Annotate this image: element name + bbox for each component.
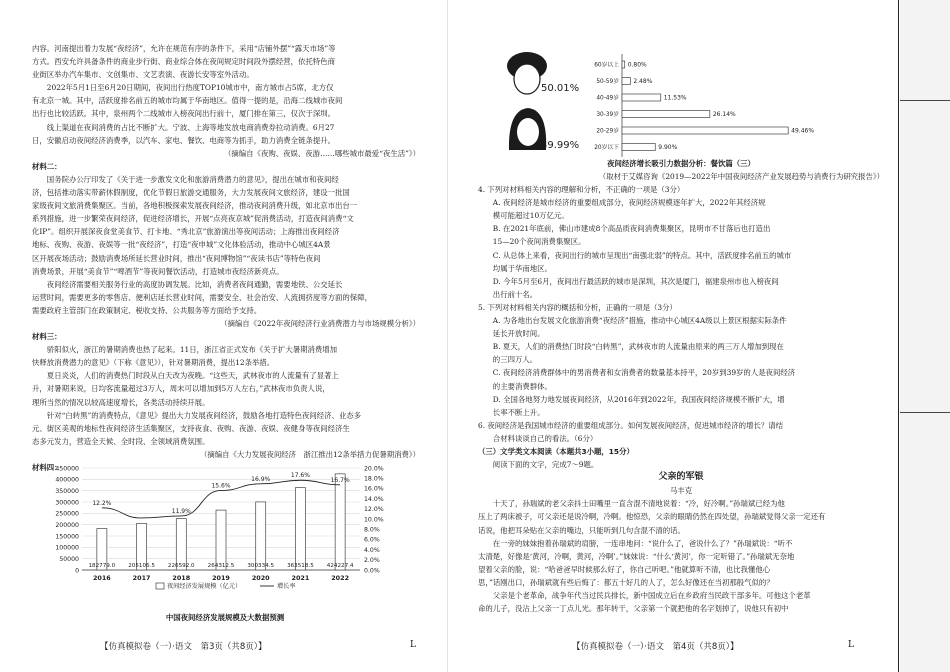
right-axis-tick: 12.0% — [364, 506, 384, 514]
age-value-label: 11.53% — [663, 94, 687, 102]
material-three-line: 骄阳似火，浙江的暑期消费也热了起来。11日，浙江省正式发布《关于扩大暑期消费增加 — [46, 345, 338, 355]
q5-option-d: 长率不断上升。 — [492, 407, 545, 417]
bar-value-label: 264312.5 — [207, 563, 235, 569]
growth-rate-label: 16.7% — [330, 476, 350, 484]
legend-line-label: 增长率 — [277, 583, 296, 590]
question-6: 合材料谈谈自己的看法。（6分） — [492, 433, 598, 443]
age-value-label: 49.46% — [791, 127, 815, 135]
intro-line: 日，安徽启动夜间经济消费季，以汽车、家电、餐饮、电商等为抓手，助力消费全链条提升。 — [32, 135, 336, 145]
story-line: 在一旁的妹妹抱着孙瑞斌的肩膀，一连串地问：“说什么了，爸说什么了？”孙瑞斌说：“听不 — [492, 538, 793, 548]
material-three-line: 夏日炎炎，人们的消费热门时段从白天改为夜晚。“这些天，武林夜市的人流量有了显著上 — [46, 371, 339, 381]
page4-text-column — [478, 170, 884, 615]
material-two-line: 国务院办公厅印发了《关于进一步激发文化和旅游消费潜力的意见》，提出在城市和夜间经 — [46, 174, 339, 184]
age-category-label: 30-39岁 — [596, 112, 619, 118]
age-category-label: 40-49岁 — [596, 95, 619, 102]
section-three-instruction: 阅读下面的文字，完成7～9题。 — [492, 460, 599, 470]
material-two-line: 济，包括推动落实带薪休假制度，优化节假日旅游交通服务，大力发展夜间文旅经济，建设一批国 — [32, 188, 350, 198]
night-economy-bar-line-chart — [38, 462, 410, 630]
question-4: 4. 下列对材料相关内容的理解和分析，不正确的一项是（3分） — [478, 185, 685, 195]
right-axis-tick: 6.0% — [364, 536, 380, 544]
bar — [256, 502, 266, 570]
q4-option-b: B. 在2021年底前，佛山市建成8个高品质夜间消费集聚区，昆明市不甘落后也打造出 — [492, 224, 771, 234]
age-category-label: 50-59岁 — [596, 79, 619, 85]
section-three-heading: （三）文学类文本阅读（本题共3小题，15分） — [478, 446, 634, 456]
page3-footer: 【仿真模拟卷（一）·语文 第3页（共8页）】 — [100, 642, 267, 652]
growth-rate-label: 16.9% — [251, 475, 271, 483]
material-two-line: 夜间经济需要相关服务行业的高度协调发展。比如，消费者夜间通勤，需要地铁、公交延长 — [46, 279, 343, 289]
age-value-label: 2.48% — [633, 78, 653, 85]
q4-option-b: 15—20个夜间消费集聚区。 — [492, 237, 586, 247]
q5-option-a: A. 为各地出台发展文化旅游消费“夜经济”措施，推动中心城区4A级以上景区根据实际条件 — [492, 316, 787, 326]
material-two-line: 运营时间，需要更多的零售店、便利店延长营业时间，需要安全、社会治安、人流拥挤度等方面的保障， — [32, 292, 372, 302]
intro-line: 有北京一城。其中，活跃度排名前五的城市均属于华南地区。值得一提的是，沿海二线城市夜间 — [32, 96, 343, 106]
bar-value-label: 226592.0 — [167, 563, 195, 569]
material-two-line: 系列措施，进一步繁荣夜间经济，促进经济增长，开展“点亮夜京城”促消费活动，打造夜间消费“文 — [32, 214, 354, 224]
source-note: （取材于艾媒咨询《2019—2022年中国夜间经济产业发展趋势与消费行为研究报告》） — [598, 172, 884, 181]
x-axis-tick: 2022 — [331, 574, 350, 582]
intro-line: 内容。河南提出着力发展“夜经济”，允许在规范有序的条件下，采用“店铺外摆”“露天市场”等 — [32, 44, 336, 53]
bar — [216, 510, 226, 570]
q4-option-a: 模可能超过10万亿元。 — [492, 211, 569, 221]
age-bar — [622, 61, 625, 68]
right-axis-tick: 10.0% — [364, 516, 384, 524]
age-bar — [622, 78, 630, 85]
right-axis-tick: 18.0% — [364, 475, 384, 483]
bar — [335, 474, 345, 570]
left-axis-tick: 400000 — [55, 476, 79, 484]
left-axis-tick: 200000 — [55, 521, 79, 529]
right-axis-tick: 4.0% — [364, 546, 380, 554]
material-two-line: 家级夜间文旅消费集聚区。当前，各地积极探索发展夜间经济，推动夜间消费升级，如北京市出台一 — [32, 201, 358, 211]
right-axis-tick: 14.0% — [364, 495, 384, 503]
source-note: （摘编自《2022年夜间经济行业消费潜力与市场规模分析》） — [220, 318, 420, 328]
right-axis-tick: 8.0% — [364, 526, 380, 534]
right-axis-tick: 20.0% — [364, 465, 384, 473]
left-axis-tick: 150000 — [55, 533, 79, 541]
material-two-line: 化IP”。组织开展深夜食堂美食节、打卡地、“秀北京”旅游演出等夜间活动；上海推出夜间经济 — [32, 227, 340, 237]
source-note: （摘编自《大力发展夜间经济 浙江推出12条举措力促暑期消费》） — [199, 449, 420, 459]
right-axis-tick: 16.0% — [364, 485, 384, 493]
intro-line: 线上渠道在夜间消费的占比不断扩大。宁波、上海等地发放电商消费券拉动消费。6月27 — [46, 122, 335, 132]
bar-value-label: 424227.4 — [326, 563, 354, 569]
question-5: 5. 下列对材料相关内容的概括和分析，正确的一项是（3分） — [478, 302, 677, 312]
story-line: 话说，他把耳朵贴在父亲的嘴边，只能听到几句含混不清的话。 — [478, 525, 685, 535]
x-axis-tick: 2018 — [172, 574, 191, 582]
bar-value-label: 205106.5 — [128, 563, 155, 569]
left-axis-tick: 450000 — [55, 465, 79, 473]
binding-line — [898, 0, 899, 672]
growth-rate-label: 17.6% — [290, 472, 310, 480]
q4-option-d: 出行前十名。 — [492, 289, 538, 299]
story-author: 马丰克 — [669, 486, 693, 496]
q5-option-c: C. 夜间经济消费群体中的男消费者和女消费者的数量基本持平，20岁到39岁的人是夜间经济 — [492, 368, 796, 378]
age-bar — [622, 144, 655, 151]
right-axis-tick: 2.0% — [364, 557, 380, 565]
q5-option-c: 的主要消费群体。 — [492, 381, 552, 391]
material-two-line: 消费场景，开展“美食节”“啤酒节”等夜间餐饮活动，打造城市夜经济新亮点。 — [32, 266, 284, 276]
age-value-label: 26.14% — [712, 111, 736, 118]
material-three-line: 态多元发力，营造全天候、全时段、全领域消费氛围。 — [32, 436, 210, 446]
left-axis-tick: 300000 — [55, 499, 79, 507]
story-line: 十天了，孙瑞斌的老父亲抖士田嘴里一直含混不清地说着：“冷，好冷啊。”孙瑞斌已经为他 — [492, 499, 785, 509]
age-bar — [622, 94, 661, 101]
bar — [295, 488, 305, 570]
material-three-heading: 材料三： — [32, 332, 62, 342]
x-axis-tick: 2017 — [132, 574, 151, 582]
age-category-label: 20-29岁 — [596, 128, 619, 135]
intro-line: 业街区举办汽车集市、文创集市、文艺表演、夜游长安等室外活动。 — [32, 70, 254, 80]
story-line: 思，”话刚出口，孙瑞斌就有些后悔了：都五十好几的人了，怎么好像还在当初那般气似的？ — [478, 577, 774, 587]
story-line: 命的儿子，没沾上父亲一丁点儿光。那年转干，父亲第一个就把他的名字划掉了，说他只有初中 — [478, 604, 789, 614]
page-gutter — [447, 0, 448, 672]
q4-option-c: 均属于华南地区。 — [492, 263, 552, 273]
q5-option-a: 延长开放时间。 — [492, 329, 545, 339]
age-value-label: 0.80% — [627, 61, 647, 69]
intro-line: 出行也比较活跃。其中，泉州两个二线城市入榜夜间出行前十，厦门排在第三，仅次于深圳。 — [32, 109, 336, 119]
x-axis-tick: 2016 — [92, 574, 111, 582]
age-bar — [622, 127, 788, 134]
legend-bar-swatch — [156, 583, 164, 589]
material-three-line: 针对“白转黑”的消费特点，《意见》提出大力发展夜间经济，鼓励各地打造特色夜间经济、业态多 — [46, 410, 362, 420]
q4-option-c: C. 从总体上来看，夜间出行的城市呈现出“南强北弱”的特点。其中，活跃度排名前五的城市 — [492, 250, 792, 260]
story-title: 父亲的军银 — [658, 472, 704, 483]
bar-value-label: 182779.0 — [88, 563, 116, 569]
female-percent: 49.99% — [541, 140, 580, 151]
right-axis-tick: 0.0% — [364, 567, 380, 575]
age-value-label: 9.90% — [658, 144, 678, 151]
material-four-heading: 材料四： — [32, 463, 62, 472]
left-axis-tick: 250000 — [55, 510, 79, 518]
chart-bars — [594, 54, 814, 157]
material-three-line: 元、街区美观的地标性夜间经济生活集聚区，支持夜食、夜购、夜游、夜娱、夜健身等夜间经济生 — [32, 423, 350, 433]
x-axis-tick: 2021 — [291, 574, 310, 582]
material-two-heading: 材料二： — [32, 161, 62, 171]
x-axis-tick: 2019 — [212, 574, 230, 582]
left-axis-tick: 50000 — [59, 555, 79, 563]
story-line: 父亲是个老革命，战争年代当过民兵排长，新中国成立后在乡政府当民政干部多年。可他这个老革 — [492, 591, 811, 600]
left-axis-tick: 350000 — [55, 487, 79, 495]
source-note: （摘编自《夜购、夜娱、夜游……哪些城市最爱“夜生活”》） — [223, 148, 420, 158]
story-line: 太清楚，好像是‘黄河，冷啊，黄河，冷啊’。”妹妹说：“什么‘黄河’，你一定听错了。”孙瑞斌无奈地 — [478, 551, 795, 561]
page3-text-column — [32, 42, 420, 474]
material-three-line: 理所当然的情况以较高速度增长，各类活动持续开展。 — [32, 397, 210, 407]
intro-line: 方式。西安允许具备条件的商业步行街、商业综合体在夜间规定时间段外摆经营，依托特色商 — [32, 57, 336, 67]
growth-rate-label: 12.2% — [92, 499, 112, 507]
margin-tick — [900, 412, 950, 413]
q4-option-d: D. 今年5月至6月，夜间出行最活跃的城市是深圳，其次是厦门，福建泉州市也入榜夜间 — [492, 276, 779, 286]
x-axis-tick: 2020 — [251, 574, 270, 582]
growth-rate-label: 15.6% — [211, 482, 231, 490]
q5-option-d: D. 全国各地努力地发展夜间经济，从2016年到2022年，我国夜间经济规模不断扩大，增 — [492, 394, 785, 404]
chart-title: 中国夜间经济发展规模及大数据预测 — [165, 613, 285, 622]
material-two-line: 地标、夜购、夜游、夜娱等一批“夜经济”，打造“夜申城”文化体验活动，推动中心城区4A景 — [32, 240, 331, 250]
story-line: 压上了两床被子，可父亲还是说冷啊，冷啊。他惊恐，父亲的眼睛仍然在四处望，孙瑞斌觉得父亲一定还有 — [478, 512, 826, 522]
page3-mark: L — [410, 640, 416, 650]
left-axis-tick: 100000 — [55, 544, 79, 552]
material-two-line: 区开展夜场活动；鼓励消费场所延长营业时间，推出“夜间博物馆”“夜读书店”等特色夜间 — [32, 253, 321, 263]
story-line: 望着父亲的脸，说：“哈爸爸早时候那么好了，你自己听吧。”他就算听不清，也比我懂他心 — [478, 564, 771, 574]
material-three-line: 升，对暑期来说，日均客流量超过3万人，周末可以增加到5万人左右，”武林夜市负责人说， — [32, 384, 330, 394]
margin-tick — [900, 100, 950, 101]
age-category-label: 60岁以上 — [594, 62, 619, 69]
q5-option-b: 的三四万人。 — [492, 355, 538, 365]
age-chart-title: 夜间经济增长吸引力数据分析：餐饮篇（三） — [607, 159, 755, 168]
q5-option-b: B. 夏天，人们的消费热门时段“白转黑”，武林夜市的人流量由原来的两三万人增加到现在 — [492, 342, 784, 352]
age-category-label: 20岁以下 — [594, 145, 619, 151]
age-bar — [622, 111, 710, 118]
intro-line: 2022年5月1日至6月20日期间，夜间出行热度TOP10城市中，南方城市占5席，北方仅 — [46, 83, 334, 93]
q4-option-a: A. 夜间经济是城市经济的重要组成部分，夜间经济规模逐年扩大，2022年其经济规 — [492, 198, 766, 208]
left-axis-tick: 0 — [75, 567, 79, 575]
bar-value-label: 363518.5 — [287, 563, 314, 569]
question-6: 6. 夜间经济是我国城市经济的重要组成部分。如何发展夜间经济，促进城市经济的增长？请结 — [478, 420, 784, 430]
material-two-line: 需要政府主管部门在政策制定、税收支持、公共服务等方面给予支持。 — [32, 305, 262, 315]
page4-footer: 【仿真模拟卷（一）·语文 第4页（共8页）】 — [572, 642, 739, 652]
age-distribution-bar-chart — [584, 54, 884, 158]
page4-mark: L — [848, 640, 854, 650]
legend-bar-label: 夜间经济发展规模（亿元） — [167, 583, 242, 590]
male-percent: 50.01% — [541, 83, 580, 94]
material-three-line: 快释放消费潜力的意见》（下称《意见》），针对暑期消费，提出12条举措。 — [32, 358, 275, 368]
bar-value-label: 300334.5 — [247, 563, 275, 569]
growth-rate-label: 11.9% — [171, 507, 191, 515]
